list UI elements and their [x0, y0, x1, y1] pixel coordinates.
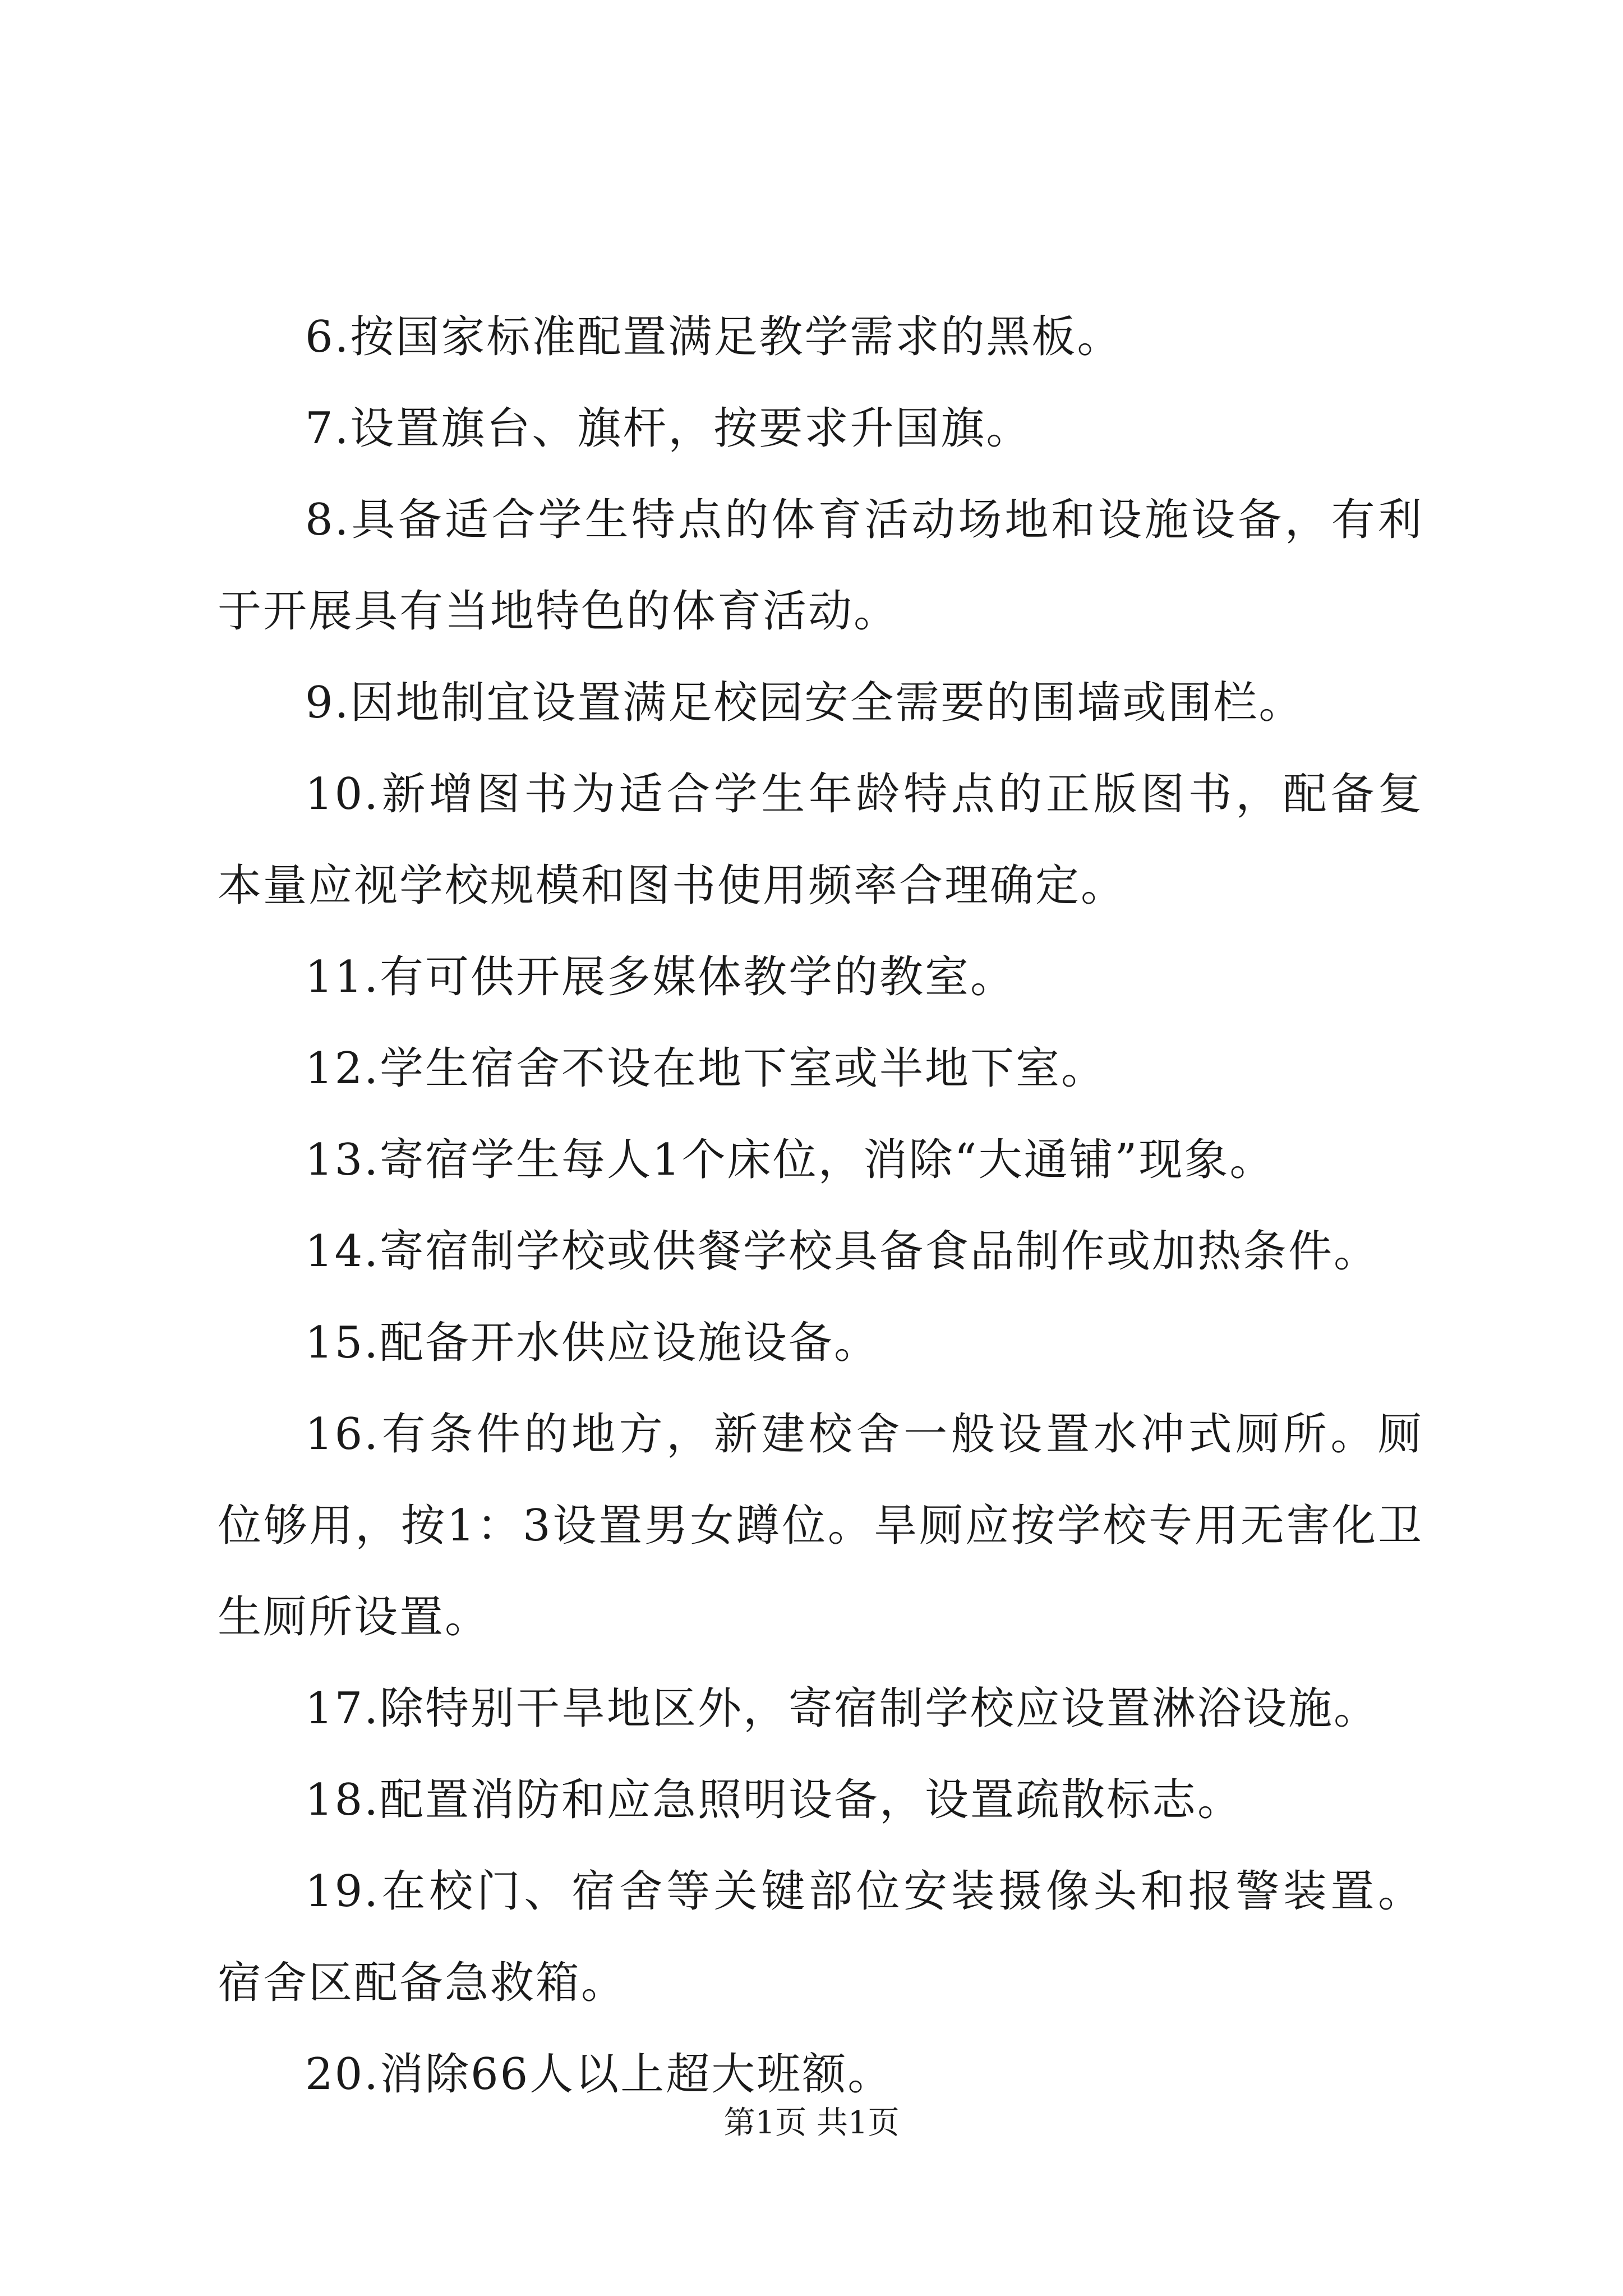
- page-number-label: 第1页 共1页: [723, 2105, 900, 2141]
- paragraph-item-18: 18.配置消防和应急照明设备，设置疏散标志。: [305, 1775, 1243, 1825]
- paragraph-item-13: 13.寄宿学生每人1个床位，消除“大通铺”现象。: [305, 1135, 1275, 1185]
- document-body: [218, 292, 1423, 2120]
- paragraph-item-10: 10.新增图书为适合学生年龄特点的正版图书，配备复本量应视学校规模和图书使用频率合理确定。: [218, 769, 1423, 911]
- paragraph-item-7: 7.设置旗台、旗杆，按要求升国旗。: [305, 403, 1032, 454]
- paragraph-item-12: 12.学生宿舍不设在地下室或半地下室。: [305, 1043, 1107, 1094]
- paragraph-item-15: 15.配备开水供应设施设备。: [305, 1318, 880, 1368]
- paragraph-item-20: 20.消除66人以上超大班额。: [305, 2049, 893, 2100]
- paragraph-item-14: 14.寄宿制学校或供餐学校具备食品制作或加热条件。: [305, 1226, 1380, 1277]
- paragraph-item-11: 11.有可供开展多媒体教学的教室。: [305, 952, 1016, 1002]
- paragraph-item-17: 17.除特别干旱地区外，寄宿制学校应设置淋浴设施。: [305, 1683, 1380, 1734]
- paragraph-item-19: 19.在校门、宿舍等关键部位安装摄像头和报警装置。宿舍区配备急救箱。: [218, 1866, 1423, 2008]
- paragraph-item-9: 9.因地制宜设置满足校园安全需要的围墙或围栏。: [305, 678, 1304, 728]
- paragraph-item-16: 16.有条件的地方，新建校舍一般设置水冲式厕所。厕位够用，按1：3设置男女蹲位。旱厕应按学校专用无害化卫生厕所设置。: [218, 1409, 1423, 1642]
- page-footer: [0, 2101, 1623, 2146]
- paragraph-item-8: 8.具备适合学生特点的体育活动场地和设施设备，有利于开展具有当地特色的体育活动。: [218, 495, 1423, 637]
- paragraph-item-6: 6.按国家标准配置满足教学需求的黑板。: [305, 312, 1123, 362]
